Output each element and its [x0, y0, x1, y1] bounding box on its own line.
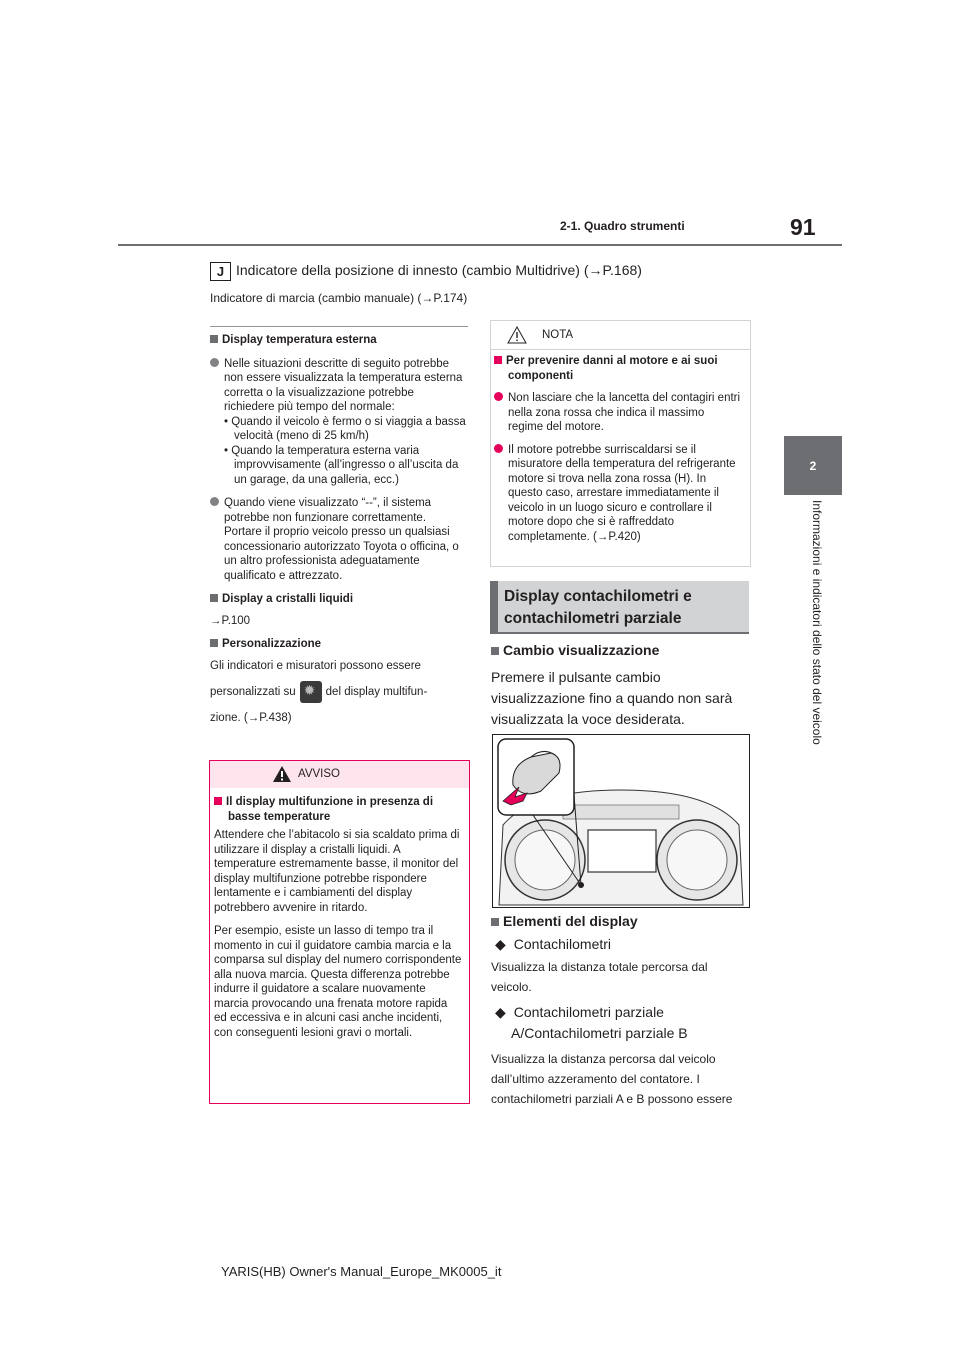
notice-bullet-1: Non lasciare che la lancetta del contagiri entri nella zona rossa che indica il massimo regime del motore. [494, 391, 742, 435]
round-bullet-icon [210, 497, 219, 506]
square-bullet-icon [210, 639, 218, 647]
intro-line-shift-indicator: Indicatore della posizione di innesto (cambio Multidrive) (→P.168) [236, 262, 642, 278]
warning-para-2: Per esempio, esiste un lasso di tempo tra il momento in cui il guidatore cambia marcia e la comparsa sul display del numero corrispondente alla nuova marcia. Questa differenza potrebbe indurre il guidatore a scalare nuovamente marcia provocando una frenata motore rapida ed eccessiva e in alcuni casi anche incidenti, con conseguenti lesioni gravi o mortali. [214, 925, 462, 1039]
warning-heading: Il display multifunzione in presenza di basse temperature [214, 795, 462, 824]
section-title: 2-1. Quadro strumenti [560, 219, 685, 233]
section-rule [490, 632, 749, 634]
cambio-text: Premere il pulsante cambio visualizzazione fino a quando non sarà visualizzata la voce desiderata. [491, 669, 733, 727]
temp-bullet-2: Quando viene visualizzato “--”, il sistema potrebbe non funzionare correttamente. Portare il proprio veicolo presso un qualsiasi concessionario autorizzato Toyota o officina, o un altro professionista adeguatamente qualificato e attrezzato. [210, 496, 466, 583]
notice-heading: Per prevenire danni al motore e ai suoi componenti [494, 354, 742, 383]
square-bullet-icon [210, 335, 218, 343]
pers-heading: Personalizzazione [210, 637, 466, 652]
odometer-text: Visualizza la distanza totale percorsa dal veicolo. [491, 960, 708, 994]
square-bullet-icon [491, 918, 499, 926]
section-heading-box [490, 581, 749, 633]
trip-meter-title: ◆ Contachilometri parziale A/Contachilometri parziale B [495, 1004, 688, 1041]
round-bullet-icon [210, 358, 219, 367]
square-bullet-icon [491, 647, 499, 655]
lcd-ref[interactable]: →P.100 [210, 614, 251, 627]
square-bullet-icon [494, 356, 502, 364]
temp-heading: Display temperatura esterna [210, 333, 466, 348]
pers-line-3: zione. (→P.438) [210, 712, 292, 724]
round-bullet-icon [494, 392, 503, 401]
intro-line-gear-indicator: Indicatore di marcia (cambio manuale) (→P.174) [210, 291, 468, 305]
page-number: 91 [790, 214, 816, 240]
pers-line-1: Gli indicatori e misuratori possono essere [210, 659, 421, 672]
right-column-bottom [491, 912, 751, 1109]
chapter-title: Informazioni e indicatori dello stato del veicolo [810, 500, 824, 745]
lcd-heading: Display a cristalli liquidi [210, 592, 466, 607]
marker-j: J [210, 262, 231, 281]
warning-para-1: Attendere che l’abitacolo si sia scaldato prima di utilizzare il display a cristalli liquidi. A temperature estremamente basse, il monitor del display multifunzione potrebbe rispondere lentamente e i cambiamenti del display potrebbero avvenire in ritardo. [214, 829, 460, 914]
elements-heading: Elementi del display [491, 912, 751, 930]
footer-text: YARIS(HB) Owner's Manual_Europe_MK0005_it [221, 1264, 502, 1279]
trip-meter-text: Visualizza la distanza percorsa dal veicolo dall’ultimo azzeramento del contatore. I contachilometri parziali A e B possono essere [491, 1052, 733, 1106]
cluster-illustration [493, 735, 749, 907]
section-heading: Display contachilometri e contachilometri parziale [504, 588, 692, 627]
right-column-top [491, 640, 751, 730]
temp-sub-2: • Quando la temperatura esterna varia improvvisamente (all’ingresso o all’uscita da un garage, da una galleria, ecc.) [224, 444, 459, 486]
left-rule [210, 326, 468, 327]
notice-box [490, 320, 751, 567]
warning-box [209, 760, 470, 1104]
pers-line-2: personalizzati su✹ del display multifun- [210, 681, 466, 703]
temp-bullet-1: Nelle situazioni descritte di seguito potrebbe non essere visualizzata la temperatura esterna corretta o la visualizzazione potrebbe richiedere più tempo del normale: [210, 357, 466, 415]
left-column [210, 333, 466, 726]
diamond-bullet-icon: ◆ [495, 1004, 506, 1020]
odometer-title: ◆ Contachilometri [495, 936, 612, 952]
caution-triangle-icon [507, 326, 527, 344]
chapter-tab: 2 [784, 436, 842, 495]
diamond-bullet-icon: ◆ [495, 936, 506, 952]
square-bullet-icon [210, 594, 218, 602]
square-bullet-icon [214, 797, 222, 805]
notice-header [491, 321, 750, 350]
cambio-heading: Cambio visualizzazione [491, 640, 751, 661]
notice-bullet-2: Il motore potrebbe surriscaldarsi se il misuratore della temperatura del refrigerante motore si trova nella zona rossa (H). In questo caso, arrestare immediatamente il veicolo in un luogo sicuro e controllare il motore dopo che si è raffreddato completamente. (→P.420) [494, 443, 742, 545]
temp-sub-1: • Quando il veicolo è fermo o si viaggia a bassa velocità (meno di 25 km/h) [224, 415, 466, 442]
warning-header [210, 761, 469, 788]
instrument-cluster-figure [492, 734, 750, 908]
notice-title: NOTA [542, 329, 574, 341]
settings-gear-icon [300, 681, 322, 703]
warning-title: AVVISO [298, 768, 340, 780]
header-rule [118, 244, 842, 246]
round-bullet-icon [494, 444, 503, 453]
warning-triangle-icon [272, 765, 292, 783]
